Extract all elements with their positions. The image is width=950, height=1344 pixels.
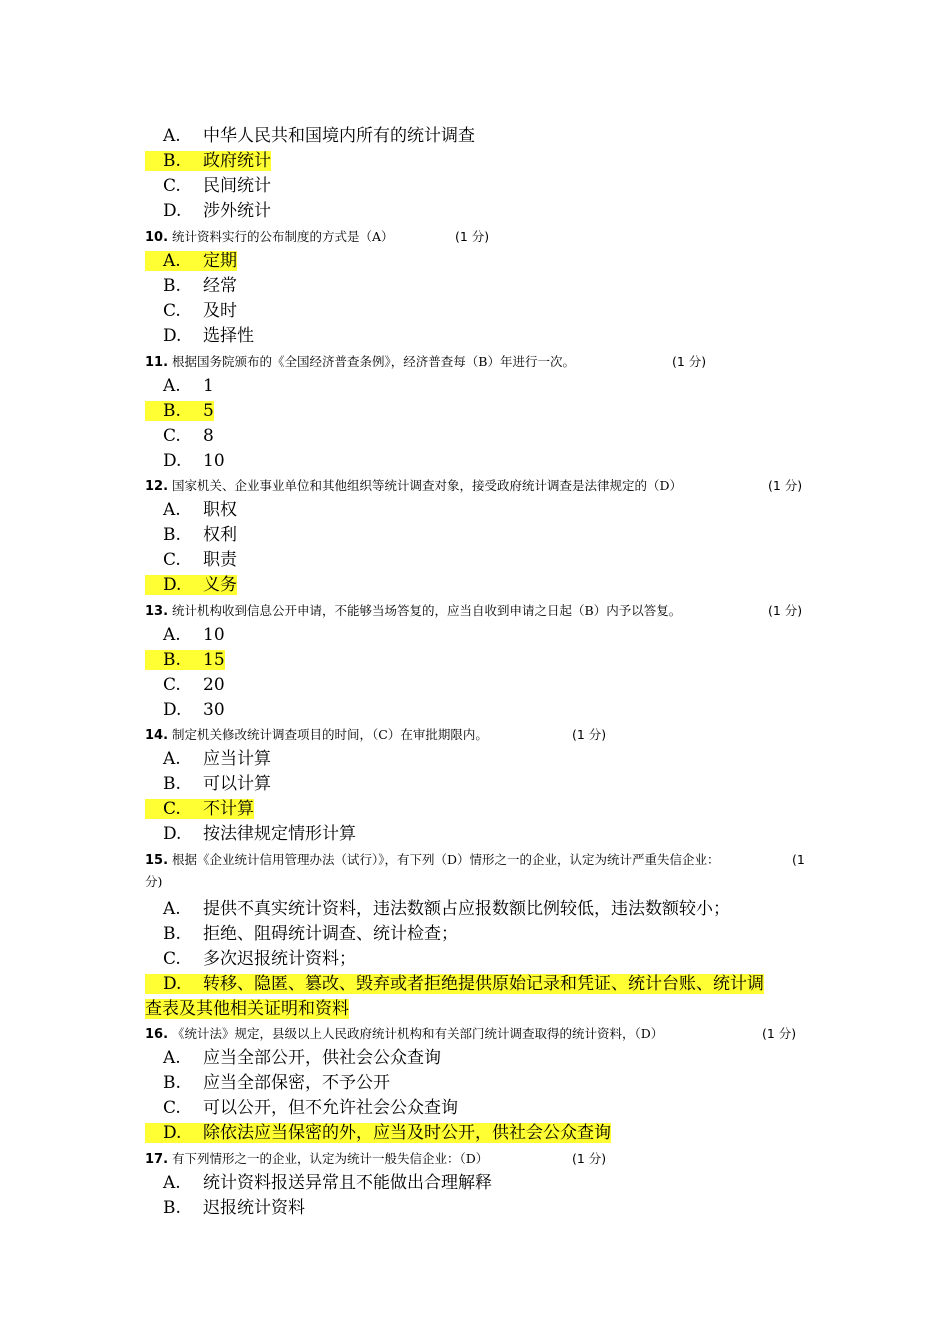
option-text: 权利 <box>203 525 237 545</box>
option-text: 转移、隐匿、篡改、毁弃或者拒绝提供原始记录和凭证、统计台账、统计调 <box>203 974 764 994</box>
answer-option <box>145 324 815 349</box>
answer-option <box>145 648 815 673</box>
answer-option <box>145 548 815 573</box>
option-letter: A. <box>163 376 181 396</box>
option-letter: A. <box>163 749 181 769</box>
option-letter: C. <box>163 550 181 570</box>
option-text: 可以公开，但不允许社会公众查询 <box>203 1098 458 1118</box>
option-letter: C. <box>163 301 181 321</box>
option-letter: D. <box>163 700 182 720</box>
option-text: 30 <box>203 700 225 720</box>
option-letter: D. <box>163 201 182 221</box>
option-letter: A. <box>163 1048 181 1068</box>
option-text: 拒绝、阻碍统计调查、统计检查； <box>203 924 458 944</box>
option-text: 涉外统计 <box>203 201 271 221</box>
option-text: 统计资料报送异常且不能做出合理解释 <box>203 1173 492 1193</box>
answer-option <box>145 698 815 723</box>
option-content <box>145 774 271 794</box>
answer-option <box>145 1196 815 1221</box>
option-text: 除依法应当保密的外，应当及时公开，供社会公众查询 <box>203 1123 611 1143</box>
option-letter: B. <box>163 650 181 670</box>
option-content <box>145 1173 492 1193</box>
option-letter: C. <box>163 426 181 446</box>
highlighted-answer <box>145 650 225 670</box>
question-text: 有下列情形之一的企业，认定为统计一般失信企业：（D） <box>172 1151 489 1166</box>
option-content <box>145 500 237 520</box>
question-text: 制定机关修改统计调查项目的时间，（C）在审批期限内。 <box>172 727 488 742</box>
question-line <box>145 725 815 745</box>
option-text: 职责 <box>203 550 237 570</box>
option-content <box>145 899 730 919</box>
question-text: 《统计法》规定，县级以上人民政府统计机构和有关部门统计调查取得的统计资料，（D） <box>172 1026 664 1041</box>
question-text: 国家机关、企业事业单位和其他组织等统计调查对象，接受政府统计调查是法律规定的（D） <box>172 478 683 493</box>
question-text: 统计机构收到信息公开申请，不能够当场答复的，应当自收到申请之日起（B）内予以答复。 <box>172 603 682 618</box>
option-text: 不计算 <box>203 799 254 819</box>
question-line <box>145 352 815 372</box>
option-text: 查表及其他相关证明和资料 <box>145 999 349 1019</box>
question-number: 14. <box>145 728 169 743</box>
option-text: 20 <box>203 675 225 695</box>
question-line <box>145 1149 815 1169</box>
highlighted-answer <box>145 974 764 994</box>
answer-option <box>145 1171 815 1196</box>
option-letter: C. <box>163 799 181 819</box>
highlighted-answer <box>145 251 237 271</box>
option-text: 应当计算 <box>203 749 271 769</box>
option-letter: A. <box>163 899 181 919</box>
option-letter: A. <box>163 126 181 146</box>
option-letter: D. <box>163 1123 182 1143</box>
option-content <box>145 1048 441 1068</box>
question-score: (1 分) <box>762 1026 797 1041</box>
option-text: 民间统计 <box>203 176 271 196</box>
option-content <box>145 525 237 545</box>
option-letter: A. <box>163 500 181 520</box>
answer-option <box>145 199 815 224</box>
option-text: 选择性 <box>203 326 254 346</box>
question-number: 17. <box>145 1152 169 1167</box>
option-text: 15 <box>203 650 225 670</box>
question-score: (1 分) <box>455 229 490 244</box>
question-text: 统计资料实行的公布制度的方式是（A） <box>172 229 394 244</box>
option-text: 按法律规定情形计算 <box>203 824 356 844</box>
option-text: 经常 <box>203 276 237 296</box>
option-text: 应当全部保密，不予公开 <box>203 1073 390 1093</box>
answer-option <box>145 1046 815 1071</box>
option-content <box>145 1198 305 1218</box>
option-content <box>145 301 237 321</box>
option-letter: B. <box>163 401 181 421</box>
option-content <box>145 700 225 720</box>
answer-option <box>145 947 815 972</box>
answer-option <box>145 972 815 997</box>
answer-option <box>145 1121 815 1146</box>
option-content <box>145 675 225 695</box>
question-number: 15. <box>145 853 169 868</box>
option-text: 可以计算 <box>203 774 271 794</box>
highlighted-answer <box>145 1123 611 1143</box>
option-text: 多次迟报统计资料； <box>203 949 356 969</box>
option-content <box>145 1098 458 1118</box>
option-text: 8 <box>203 426 214 446</box>
option-letter: B. <box>163 276 181 296</box>
answer-option <box>145 822 815 847</box>
option-letter: A. <box>163 251 181 271</box>
question-score: (1 分) <box>768 478 803 493</box>
highlighted-answer <box>145 799 254 819</box>
option-content <box>145 451 225 471</box>
option-letter: A. <box>163 1173 181 1193</box>
option-content <box>145 1073 390 1093</box>
answer-option <box>145 274 815 299</box>
option-text: 5 <box>203 401 214 421</box>
question-line <box>145 850 815 870</box>
answer-option-continuation <box>145 997 815 1022</box>
answer-option <box>145 124 815 149</box>
answer-option <box>145 374 815 399</box>
answer-option <box>145 449 815 474</box>
option-letter: D. <box>163 575 182 595</box>
option-text: 迟报统计资料 <box>203 1198 305 1218</box>
option-content <box>145 924 458 944</box>
highlighted-answer <box>145 575 237 595</box>
question-text: 根据国务院颁布的《全国经济普查条例》，经济普查每（B）年进行一次。 <box>172 354 575 369</box>
answer-option <box>145 772 815 797</box>
answer-option <box>145 299 815 324</box>
option-letter: B. <box>163 525 181 545</box>
option-text: 提供不真实统计资料，违法数额占应报数额比例较低，违法数额较小； <box>203 899 730 919</box>
answer-option <box>145 399 815 424</box>
option-letter: D. <box>163 824 182 844</box>
question-number: 13. <box>145 604 169 619</box>
option-letter: B. <box>163 924 181 944</box>
option-letter: B. <box>163 1198 181 1218</box>
answer-option <box>145 174 815 199</box>
question-number: 10. <box>145 230 169 245</box>
option-text: 定期 <box>203 251 237 271</box>
question-line-continuation <box>145 872 815 892</box>
option-content <box>145 550 237 570</box>
option-content <box>145 276 237 296</box>
option-letter: A. <box>163 625 181 645</box>
option-letter: D. <box>163 326 182 346</box>
option-content <box>145 201 271 221</box>
option-content <box>145 126 475 146</box>
question-score: (1 <box>792 852 805 867</box>
highlighted-answer <box>145 151 271 171</box>
option-letter: D. <box>163 451 182 471</box>
option-text: 职权 <box>203 500 237 520</box>
answer-option <box>145 523 815 548</box>
option-content <box>145 625 225 645</box>
answer-option <box>145 747 815 772</box>
option-content <box>145 176 271 196</box>
answer-option <box>145 573 815 598</box>
option-letter: B. <box>163 1073 181 1093</box>
option-text: 政府统计 <box>203 151 271 171</box>
option-text: 10 <box>203 451 225 471</box>
option-content <box>145 749 271 769</box>
answer-option <box>145 673 815 698</box>
answer-option <box>145 1071 815 1096</box>
option-text: 义务 <box>203 575 237 595</box>
answer-option <box>145 1096 815 1121</box>
question-score-continuation: 分) <box>145 874 163 889</box>
answer-option <box>145 249 815 274</box>
question-number: 16. <box>145 1027 169 1042</box>
option-letter: D. <box>163 974 182 994</box>
question-text: 根据《企业统计信用管理办法（试行）》，有下列（D）情形之一的企业，认定为统计严重失信企业： <box>172 852 720 867</box>
option-content <box>145 824 356 844</box>
answer-option <box>145 922 815 947</box>
option-letter: C. <box>163 949 181 969</box>
answer-option <box>145 424 815 449</box>
question-line <box>145 601 815 621</box>
answer-option <box>145 797 815 822</box>
question-score: (1 分) <box>572 727 607 742</box>
answer-option <box>145 498 815 523</box>
option-text: 1 <box>203 376 214 396</box>
option-content <box>145 426 214 446</box>
answer-option <box>145 149 815 174</box>
question-line <box>145 227 815 247</box>
option-letter: B. <box>163 774 181 794</box>
option-text: 及时 <box>203 301 237 321</box>
option-text: 10 <box>203 625 225 645</box>
answer-option <box>145 897 815 922</box>
option-content <box>145 949 356 969</box>
question-line <box>145 1024 815 1044</box>
option-letter: B. <box>163 151 181 171</box>
option-text: 应当全部公开，供社会公众查询 <box>203 1048 441 1068</box>
question-score: (1 分) <box>572 1151 607 1166</box>
option-letter: C. <box>163 1098 181 1118</box>
question-number: 12. <box>145 479 169 494</box>
option-content <box>145 376 214 396</box>
option-letter: C. <box>163 675 181 695</box>
answer-option <box>145 623 815 648</box>
question-score: (1 分) <box>768 603 803 618</box>
option-letter: C. <box>163 176 181 196</box>
question-score: (1 分) <box>672 354 707 369</box>
question-number: 11. <box>145 355 169 370</box>
highlighted-answer <box>145 401 214 421</box>
question-line <box>145 476 815 496</box>
option-text: 中华人民共和国境内所有的统计调查 <box>203 126 475 146</box>
option-content <box>145 326 254 346</box>
